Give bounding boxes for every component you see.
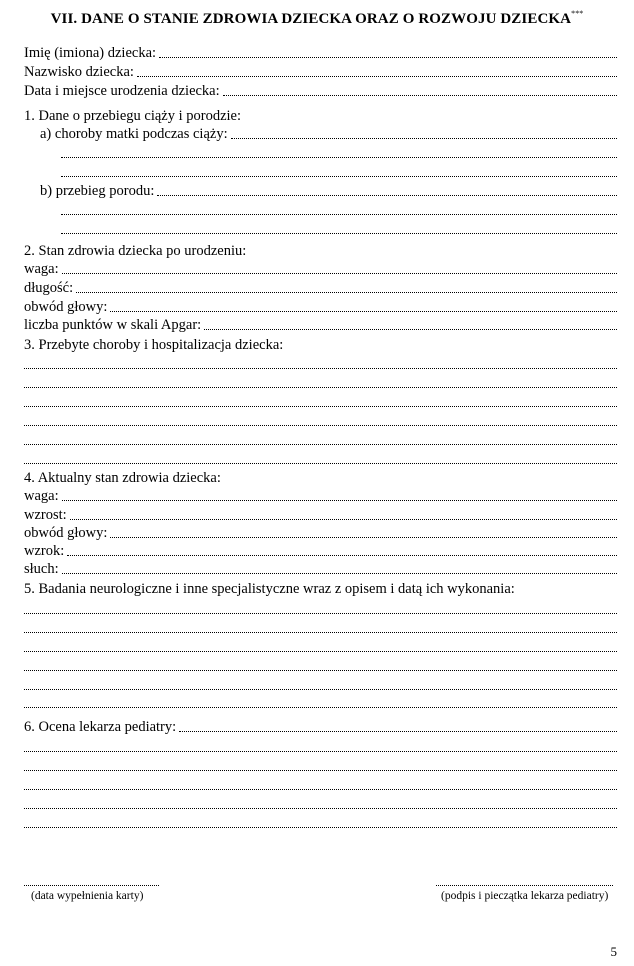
mother-illness-field[interactable]: a) choroby matki podczas ciąży: [40,125,617,143]
illness-history-line[interactable] [24,393,617,411]
birth-course-line-2[interactable] [58,201,617,219]
illness-history-line[interactable] [24,355,617,373]
illness-history-line[interactable] [24,431,617,449]
child-name-field[interactable]: Imię (imiona) dziecka: [24,44,617,62]
specialist-tests-line[interactable] [24,657,617,675]
section-4-heading: 4. Aktualny stan zdrowia dziecka: [24,470,221,486]
birth-head-circumference-field[interactable]: obwód głowy: [24,298,617,316]
hearing-field[interactable]: słuch: [24,560,617,578]
page-number: 5 [610,944,617,959]
date-signature-line[interactable] [24,884,159,886]
child-surname-field[interactable]: Nazwisko dziecka: [24,63,617,81]
pediatrician-assessment-field[interactable]: 6. Ocena lekarza pediatry: [24,718,617,736]
apgar-score-field[interactable]: liczba punktów w skali Apgar: [24,316,617,334]
mother-illness-line-3[interactable] [58,163,617,181]
birth-weight-field[interactable]: waga: [24,260,617,278]
illness-history-line[interactable] [24,374,617,392]
specialist-tests-line[interactable] [24,694,617,712]
section-2-heading: 2. Stan zdrowia dziecka po urodzeniu: [24,243,247,259]
section-3-heading: 3. Przebyte choroby i hospitalizacja dziecka: [24,337,284,353]
section-5-heading: 5. Badania neurologiczne i inne specjalistyczne wraz z opisem i datą ich wykonania: [24,581,515,597]
birth-course-line-3[interactable] [58,220,617,238]
pediatrician-assessment-line[interactable] [24,814,617,832]
section-1-heading: 1. Dane o przebiegu ciąży i porodzie: [24,108,242,124]
doctor-signature-label: (podpis i pieczątka lekarza pediatry) [441,890,609,902]
pediatrician-assessment-line[interactable] [24,757,617,775]
pediatrician-assessment-line[interactable] [24,776,617,794]
current-weight-field[interactable]: waga: [24,487,617,505]
current-height-field[interactable]: wzrost: [24,506,617,524]
specialist-tests-line[interactable] [24,638,617,656]
specialist-tests-line[interactable] [24,619,617,637]
illness-history-line[interactable] [24,450,617,468]
footnote-mark: *** [571,9,584,18]
birth-length-field[interactable]: długość: [24,279,617,297]
specialist-tests-line[interactable] [24,600,617,618]
specialist-tests-line[interactable] [24,676,617,694]
birth-course-field[interactable]: b) przebieg porodu: [40,182,617,200]
mother-illness-line-2[interactable] [58,144,617,162]
page-title: VII. DANE O STANIE ZDROWIA DZIECKA ORAZ O ROZWOJU DZIECKA*** [50,9,584,27]
pediatrician-assessment-line[interactable] [24,738,617,756]
current-head-circumference-field[interactable]: obwód głowy: [24,524,617,542]
child-birth-field[interactable]: Data i miejsce urodzenia dziecka: [24,82,617,100]
illness-history-line[interactable] [24,412,617,430]
doctor-signature-line[interactable] [436,884,613,886]
pediatrician-assessment-line[interactable] [24,795,617,813]
sight-field[interactable]: wzrok: [24,542,617,560]
date-signature-label: (data wypełnienia karty) [31,890,144,902]
